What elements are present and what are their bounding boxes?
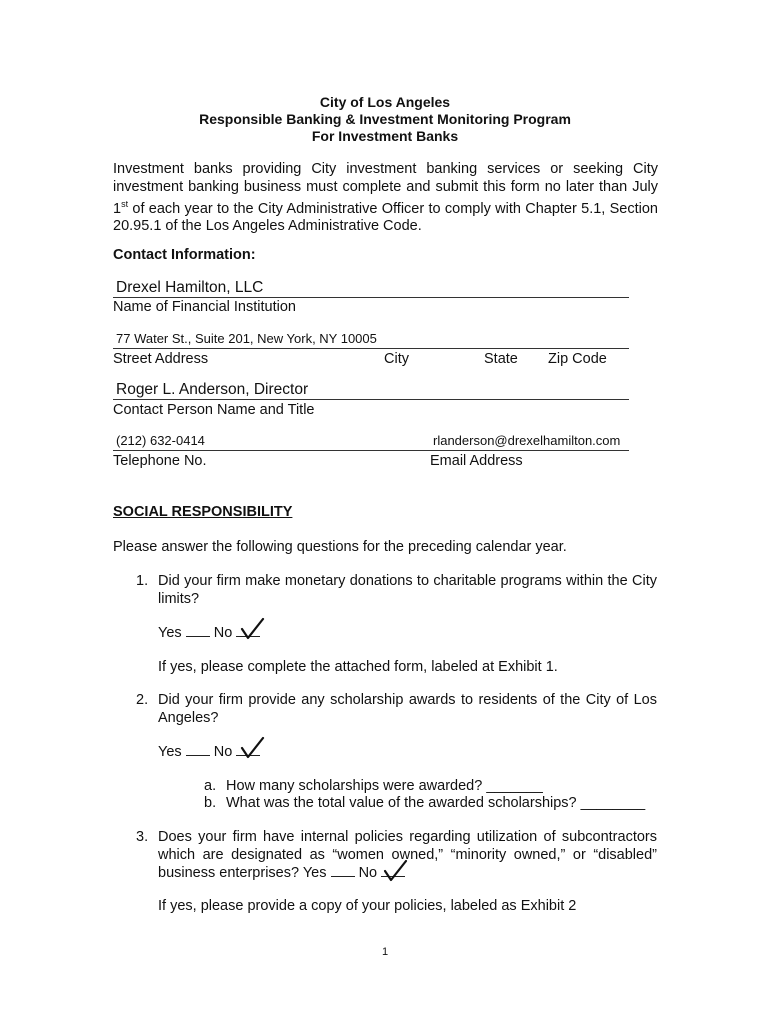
address-line xyxy=(113,348,629,349)
institution-value[interactable]: Drexel Hamilton, LLC xyxy=(116,279,264,296)
phone-email-line xyxy=(113,450,629,451)
q2-yes-label: Yes xyxy=(158,744,182,760)
q2a-text: How many scholarships were awarded? _______ xyxy=(226,778,543,794)
q1-yes-label: Yes xyxy=(158,625,182,641)
email-value[interactable]: rlanderson@drexelhamilton.com xyxy=(433,433,621,448)
person-line xyxy=(113,399,629,400)
q1-yes-blank[interactable] xyxy=(186,624,210,637)
address-value[interactable]: 77 Water St., Suite 201, New York, NY 10005 xyxy=(116,331,377,346)
person-label: Contact Person Name and Title xyxy=(113,402,315,418)
social-instruction: Please answer the following questions for the preceding calendar year. xyxy=(113,539,567,555)
social-heading: SOCIAL RESPONSIBILITY xyxy=(113,504,293,520)
q1-followup: If yes, please complete the attached form, labeled at Exhibit 1. xyxy=(158,659,558,675)
institution-label: Name of Financial Institution xyxy=(113,299,296,315)
q2-checkmark-icon xyxy=(240,736,266,760)
street-label: Street Address xyxy=(113,351,209,367)
zip-label: Zip Code xyxy=(548,351,607,367)
email-label: Email Address xyxy=(430,453,523,469)
person-value[interactable]: Roger L. Anderson, Director xyxy=(116,381,309,398)
q3-checkmark-icon xyxy=(383,859,409,883)
q2a-letter: a. xyxy=(204,778,217,794)
q1-no-label: No xyxy=(213,625,233,641)
intro-superscript: st xyxy=(121,199,129,209)
q2-text: Did your firm provide any scholarship awards to residents of the City of Los Angeles? xyxy=(158,692,657,726)
q3-no-label: No xyxy=(358,865,378,881)
intro-paragraph xyxy=(113,161,658,236)
q1-checkmark-icon xyxy=(240,617,266,641)
institution-line xyxy=(113,297,629,298)
contact-heading: Contact Information: xyxy=(113,247,256,263)
q2-no-label: No xyxy=(213,744,233,760)
state-label: State xyxy=(484,351,518,367)
city-label: City xyxy=(384,351,409,367)
header-city: City of Los Angeles xyxy=(319,94,451,110)
q2-yes-blank[interactable] xyxy=(186,743,210,756)
header-subtitle: For Investment Banks xyxy=(311,128,459,144)
q2b-letter: b. xyxy=(204,795,217,811)
q3-yes-blank[interactable] xyxy=(331,864,355,877)
phone-label: Telephone No. xyxy=(113,453,207,469)
q3-number: 3. xyxy=(136,829,149,845)
q1-number: 1. xyxy=(136,573,149,589)
q3-yes-label: Yes xyxy=(302,865,327,881)
phone-value[interactable]: (212) 632-0414 xyxy=(116,433,205,448)
q2-number: 2. xyxy=(136,692,149,708)
q2b-text: What was the total value of the awarded scholarships? ________ xyxy=(226,795,646,811)
page-number: 1 xyxy=(381,946,389,958)
q1-text: Did your firm make monetary donations to charitable programs within the City limits? xyxy=(158,573,657,607)
q3-question: Does your firm have internal policies regarding utilization of subcontractors which are designated as “women owned,” “minority owned,” or “disabled” business enterprises? xyxy=(158,829,657,881)
header-program: Responsible Banking & Investment Monitoring Program xyxy=(199,111,571,127)
intro-text-1: Investment banks providing City investment banking services or seeking City investment banking business must complete and submit this form no later than July 1 xyxy=(113,161,658,217)
intro-text-2: of each year to the City Administrative Officer to comply with Chapter 5.1, Section 20.95.1 of the Los Angeles Administrative Code. xyxy=(113,200,658,235)
q3-followup: If yes, please provide a copy of your policies, labeled as Exhibit 2 xyxy=(158,898,577,914)
